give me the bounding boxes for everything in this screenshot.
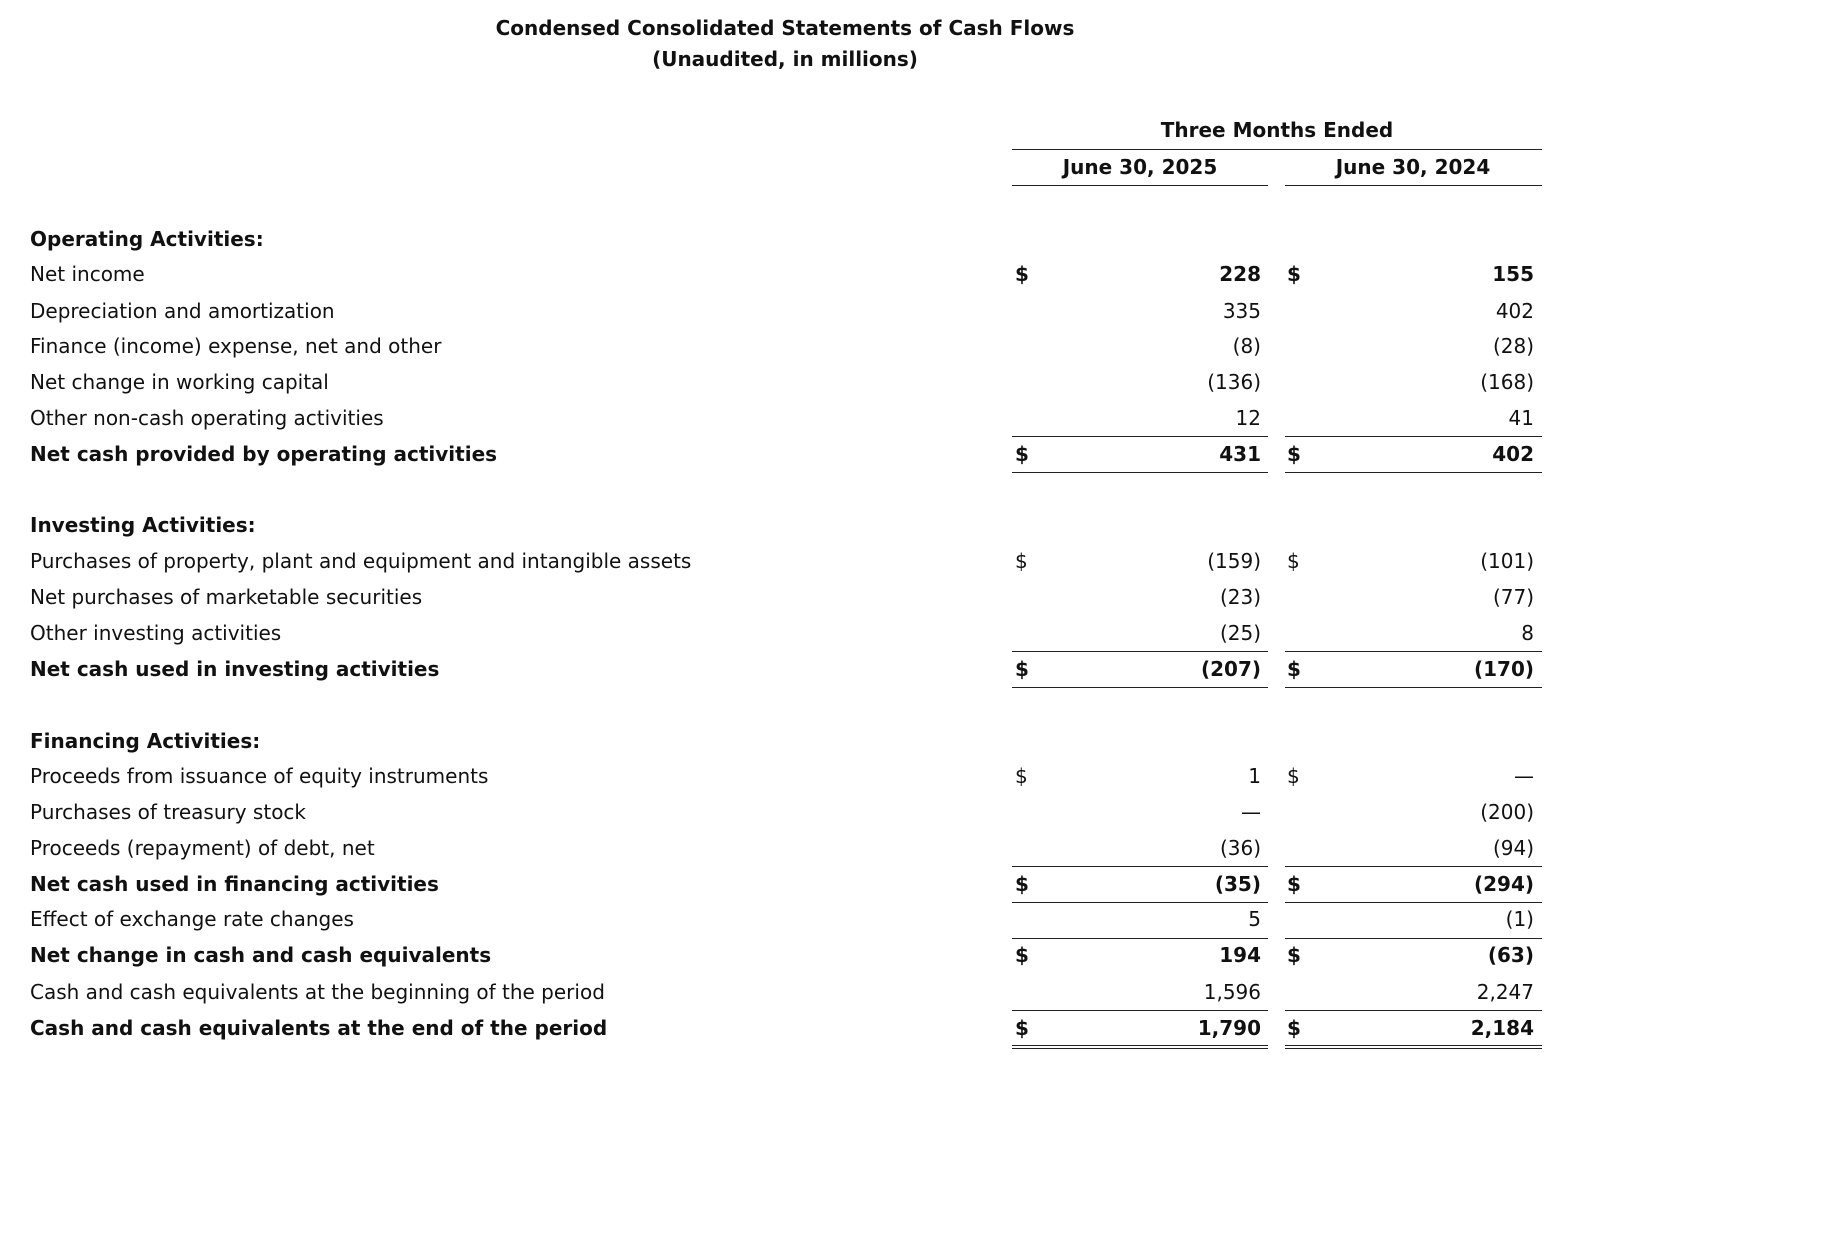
row-label: Net change in working capital — [30, 370, 329, 394]
column-rule-2025 — [1012, 185, 1268, 186]
total-underline — [1012, 436, 1268, 437]
table-row — [0, 836, 1560, 866]
table-row — [0, 262, 1560, 292]
column-group-header: Three Months Ended — [1160, 118, 1394, 142]
table-row — [0, 800, 1560, 830]
value-2024: (168) — [1480, 370, 1534, 394]
value-2025: (23) — [1219, 585, 1261, 609]
dollar-sign: $ — [1287, 943, 1301, 967]
row-label: Net income — [30, 262, 145, 286]
total-underline — [1012, 1010, 1268, 1011]
total-row — [0, 943, 1560, 973]
dollar-sign: $ — [1015, 657, 1029, 681]
table-row — [0, 299, 1560, 329]
dollar-sign: $ — [1287, 442, 1301, 466]
value-2024: (94) — [1492, 836, 1534, 860]
table-row — [0, 549, 1560, 579]
row-label: Cash and cash equivalents at the end of the period — [30, 1016, 608, 1040]
row-label: Investing Activities: — [30, 513, 256, 537]
row-label: Operating Activities: — [30, 227, 264, 251]
value-2024: (101) — [1480, 549, 1534, 573]
column-header-2024: June 30, 2024 — [1335, 155, 1491, 179]
dollar-sign: $ — [1015, 262, 1029, 286]
total-row — [0, 872, 1560, 902]
table-row — [0, 370, 1560, 400]
total-underline — [1285, 651, 1542, 652]
table-row — [0, 621, 1560, 651]
value-2025: 1,596 — [1203, 980, 1261, 1004]
value-2024: 2,184 — [1470, 1016, 1534, 1040]
row-label: Financing Activities: — [30, 729, 261, 753]
dollar-sign: $ — [1287, 262, 1301, 286]
value-2025: (35) — [1214, 872, 1261, 896]
value-2024: (1) — [1505, 907, 1534, 931]
dollar-sign: $ — [1015, 943, 1029, 967]
value-2025: 5 — [1248, 907, 1261, 931]
value-2025: 1,790 — [1197, 1016, 1261, 1040]
row-label: Finance (income) expense, net and other — [30, 334, 442, 358]
value-2024: 2,247 — [1476, 980, 1534, 1004]
value-2024: (294) — [1473, 872, 1534, 896]
section-header — [0, 513, 1560, 543]
double-underline — [1285, 1045, 1542, 1049]
dollar-sign: $ — [1287, 764, 1300, 788]
total-row — [0, 442, 1560, 472]
total-underline — [1285, 436, 1542, 437]
table-row — [0, 764, 1560, 794]
total-row — [0, 1016, 1560, 1046]
value-2024: 8 — [1521, 621, 1534, 645]
dollar-sign: $ — [1287, 657, 1301, 681]
value-2024: (77) — [1492, 585, 1534, 609]
dollar-sign: $ — [1015, 549, 1028, 573]
value-2024: 402 — [1495, 299, 1534, 323]
table-row — [0, 334, 1560, 364]
total-underline — [1012, 651, 1268, 652]
value-2024: 155 — [1492, 262, 1534, 286]
total-underline — [1012, 687, 1268, 688]
value-2025: (136) — [1207, 370, 1261, 394]
table-row — [0, 980, 1560, 1010]
column-rule-2024 — [1285, 185, 1542, 186]
row-label: Proceeds (repayment) of debt, net — [30, 836, 375, 860]
row-label: Purchases of treasury stock — [30, 800, 307, 824]
total-underline — [1285, 472, 1542, 473]
value-2025: (159) — [1207, 549, 1261, 573]
dollar-sign: $ — [1287, 549, 1300, 573]
total-underline — [1012, 902, 1268, 903]
value-2025: (8) — [1232, 334, 1261, 358]
row-label: Proceeds from issuance of equity instruments — [30, 764, 489, 788]
row-label: Net purchases of marketable securities — [30, 585, 423, 609]
row-label: Other investing activities — [30, 621, 282, 645]
row-label: Net cash used in investing activities — [30, 657, 440, 681]
section-header — [0, 227, 1560, 257]
table-row — [0, 406, 1560, 436]
row-label: Effect of exchange rate changes — [30, 907, 354, 931]
dollar-sign: $ — [1015, 764, 1028, 788]
value-2024: (200) — [1480, 800, 1534, 824]
value-2024: — — [1514, 764, 1534, 788]
value-2025: 1 — [1248, 764, 1261, 788]
total-underline — [1285, 902, 1542, 903]
total-underline — [1012, 866, 1268, 867]
statement-title: Condensed Consolidated Statements of Cash Flows — [495, 16, 1075, 40]
value-2025: (207) — [1200, 657, 1261, 681]
value-2024: 41 — [1508, 406, 1534, 430]
section-header — [0, 729, 1560, 759]
column-group-rule — [1012, 149, 1542, 150]
value-2025: 228 — [1219, 262, 1261, 286]
total-underline — [1285, 866, 1542, 867]
value-2025: 335 — [1222, 299, 1261, 323]
value-2024: (63) — [1487, 943, 1534, 967]
total-row — [0, 657, 1560, 687]
double-underline — [1012, 1045, 1268, 1049]
total-underline — [1285, 1010, 1542, 1011]
column-header-2025: June 30, 2025 — [1062, 155, 1218, 179]
dollar-sign: $ — [1015, 1016, 1029, 1040]
row-label: Other non-cash operating activities — [30, 406, 384, 430]
total-underline — [1285, 938, 1542, 939]
row-label: Net cash provided by operating activities — [30, 442, 498, 466]
total-underline — [1012, 938, 1268, 939]
dollar-sign: $ — [1015, 442, 1029, 466]
value-2025: (36) — [1219, 836, 1261, 860]
value-2024: (28) — [1492, 334, 1534, 358]
value-2024: 402 — [1492, 442, 1534, 466]
value-2025: 12 — [1235, 406, 1261, 430]
dollar-sign: $ — [1287, 1016, 1301, 1040]
value-2025: (25) — [1219, 621, 1261, 645]
value-2024: (170) — [1473, 657, 1534, 681]
row-label: Net change in cash and cash equivalents — [30, 943, 492, 967]
table-row — [0, 585, 1560, 615]
row-label: Net cash used in financing activities — [30, 872, 439, 896]
dollar-sign: $ — [1015, 872, 1029, 896]
row-label: Depreciation and amortization — [30, 299, 335, 323]
row-label: Purchases of property, plant and equipment and intangible assets — [30, 549, 692, 573]
value-2025: 431 — [1219, 442, 1261, 466]
total-underline — [1285, 687, 1542, 688]
total-underline — [1012, 472, 1268, 473]
value-2025: — — [1241, 800, 1261, 824]
statement-subtitle: (Unaudited, in millions) — [652, 47, 918, 71]
value-2025: 194 — [1219, 943, 1261, 967]
row-label: Cash and cash equivalents at the beginning of the period — [30, 980, 605, 1004]
dollar-sign: $ — [1287, 872, 1301, 896]
table-row — [0, 907, 1560, 937]
